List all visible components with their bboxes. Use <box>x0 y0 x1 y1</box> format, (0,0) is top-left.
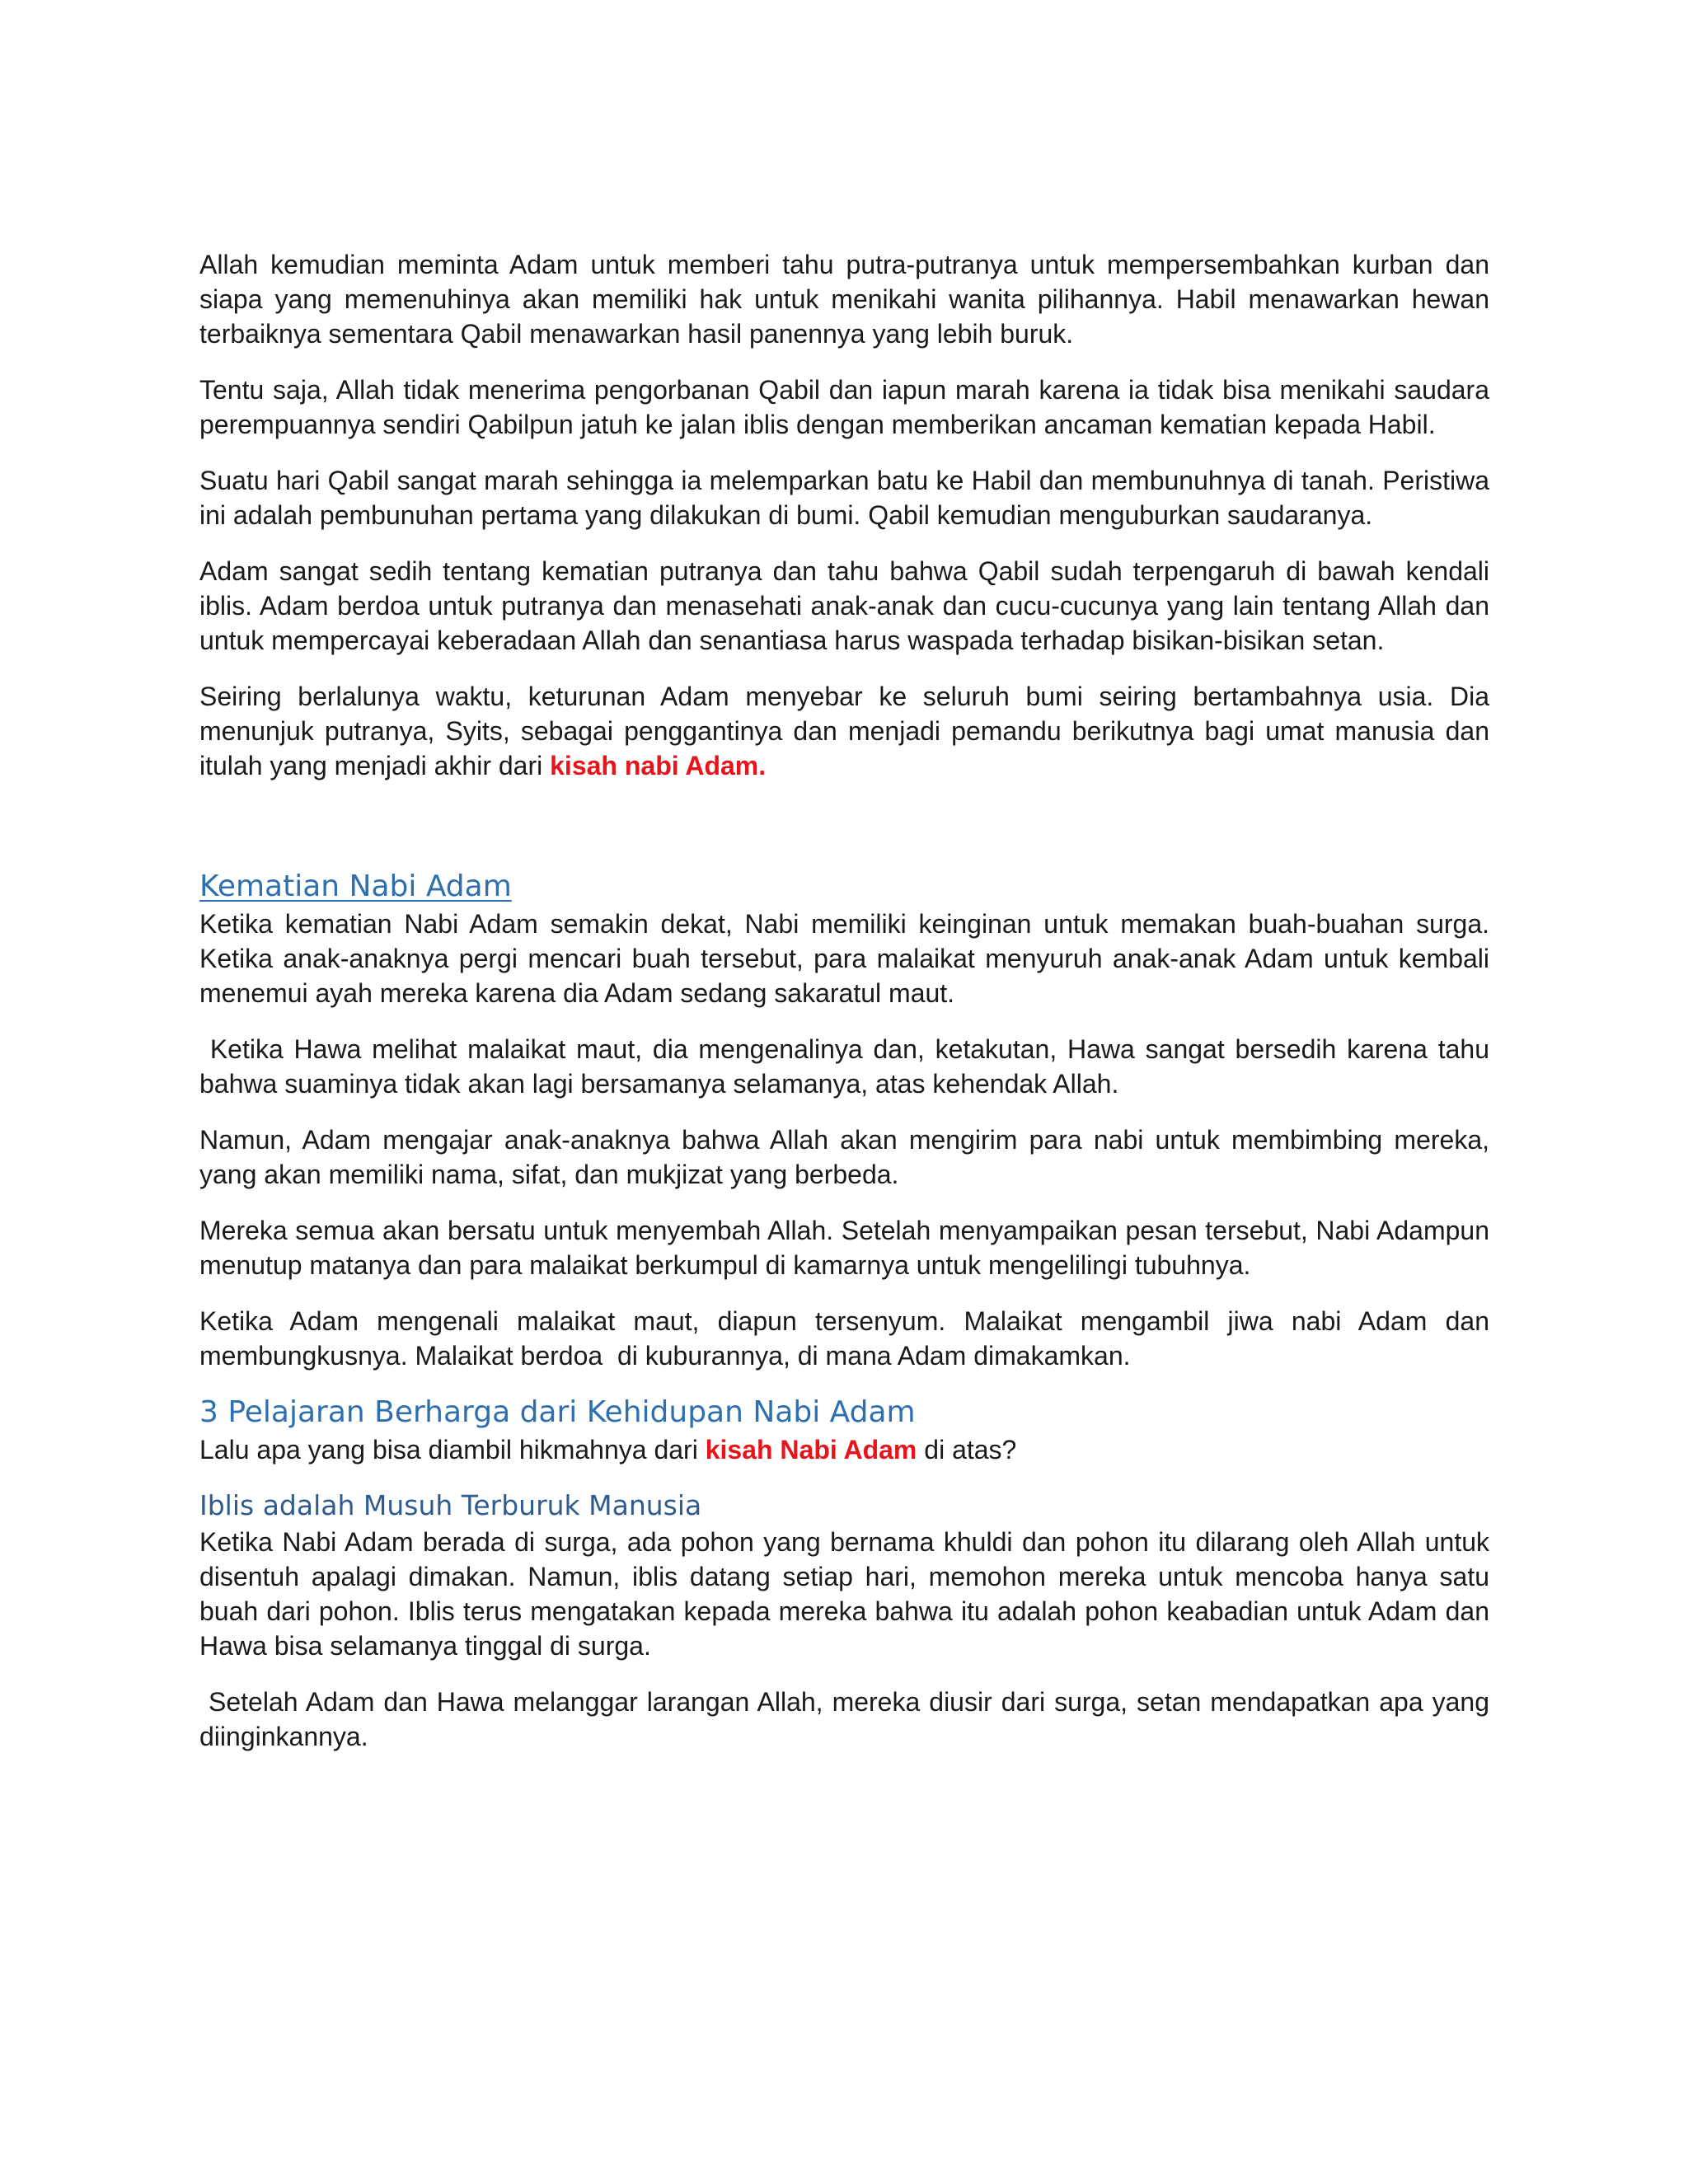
section-heading-kematian[interactable]: Kematian Nabi Adam <box>199 869 512 903</box>
paragraph: Adam sangat sedih tentang kematian putranya dan tahu bahwa Qabil sudah terpengaruh di bawah kendali iblis. Adam berdoa untuk putranya dan menasehati anak-anak dan cucu-cucunya yang lain tentang Allah dan untuk mempercayai keberadaan Allah dan senantiasa harus waspada terhadap bisikan-bisikan setan. <box>199 556 1489 655</box>
paragraph-text: di atas? <box>917 1435 1017 1465</box>
paragraph: Ketika Adam mengenali malaikat maut, diapun tersenyum. Malaikat mengambil jiwa nabi Adam dan membungkusnya. Malaikat berdoa di kuburannya, di mana Adam dimakamkan. <box>199 1306 1497 1371</box>
subsection-heading-iblis: Iblis adalah Musuh Terburuk Manusia <box>199 1489 702 1521</box>
paragraph: Suatu hari Qabil sangat marah sehingga ia melemparkan batu ke Habil dan membunuhnya di tanah. Peristiwa ini adalah pembunuhan pertama yang dilakukan di bumi. Qabil kemudian menguburkan saudaranya. <box>199 466 1489 530</box>
spacer <box>199 804 1489 869</box>
paragraph: Mereka semua akan bersatu untuk menyembah Allah. Setelah menyampaikan pesan tersebut, Nabi Adampun menutup matanya dan para malaikat berkumpul di kamarnya untuk mengelilingi tubuhnya. <box>199 1216 1489 1280</box>
paragraph <box>199 1432 1489 1467</box>
paragraph: Setelah Adam dan Hawa melanggar larangan Allah, mereka diusir dari surga, setan mendapatkan apa yang diinginkannya. <box>199 1687 1497 1751</box>
paragraph: Namun, Adam mengajar anak-anaknya bahwa Allah akan mengirim para nabi untuk membimbing mereka, yang akan memiliki nama, sifat, dan mukjizat yang berbeda. <box>199 1125 1489 1189</box>
paragraph: Ketika kematian Nabi Adam semakin dekat, Nabi memiliki keinginan untuk memakan buah-buahan surga. Ketika anak-anaknya pergi mencari buah tersebut, para malaikat menyuruh anak-anak Adam untuk kembali menemui ayah mereka karena dia Adam sedang sakaratul maut. <box>199 909 1489 1008</box>
document-page <box>199 247 1497 1775</box>
section-heading-pelajaran: 3 Pelajaran Berharga dari Kehidupan Nabi Adam <box>199 1395 916 1429</box>
paragraph: Tentu saja, Allah tidak menerima pengorbanan Qabil dan iapun marah karena ia tidak bisa menikahi saudara perempuannya sendiri Qabilpun jatuh ke jalan iblis dengan memberikan ancaman kematian kepada Habil. <box>199 375 1489 439</box>
paragraph: Ketika Nabi Adam berada di surga, ada pohon yang bernama khuldi dan pohon itu dilarang oleh Allah untuk disentuh apalagi dimakan. Namun, iblis datang setiap hari, memohon mereka untuk mencoba hanya satu buah dari pohon. Iblis terus mengatakan kepada mereka bahwa itu adalah pohon keabadian untuk Adam dan Hawa bisa selamanya tinggal di surga. <box>199 1527 1489 1661</box>
paragraph: Ketika Hawa melihat malaikat maut, dia mengenalinya dan, ketakutan, Hawa sangat bersedih karena tahu bahwa suaminya tidak akan lagi bersamanya selamanya, atas kehendak Allah. <box>199 1034 1497 1099</box>
highlighted-link-text[interactable]: kisah Nabi Adam <box>705 1435 917 1465</box>
highlighted-link-text[interactable]: kisah nabi Adam. <box>550 751 767 780</box>
paragraph: Allah kemudian meminta Adam untuk memberi tahu putra-putranya untuk mempersembahkan kurban dan siapa yang memenuhinya akan memiliki hak untuk menikahi wanita pilihannya. Habil menawarkan hewan terbaiknya sementara Qabil menawarkan hasil panennya yang lebih buruk. <box>199 250 1489 349</box>
paragraph <box>199 679 1489 783</box>
paragraph-text: Lalu apa yang bisa diambil hikmahnya dari <box>199 1435 706 1465</box>
paragraph-text: Seiring berlalunya waktu, keturunan Adam menyebar ke seluruh bumi seiring bertambahnya usia. Dia menunjuk putranya, Syits, sebagai penggantinya dan menjadi pemandu berikutnya bagi umat manusia dan itulah yang menjadi akhir dari <box>199 682 1489 780</box>
